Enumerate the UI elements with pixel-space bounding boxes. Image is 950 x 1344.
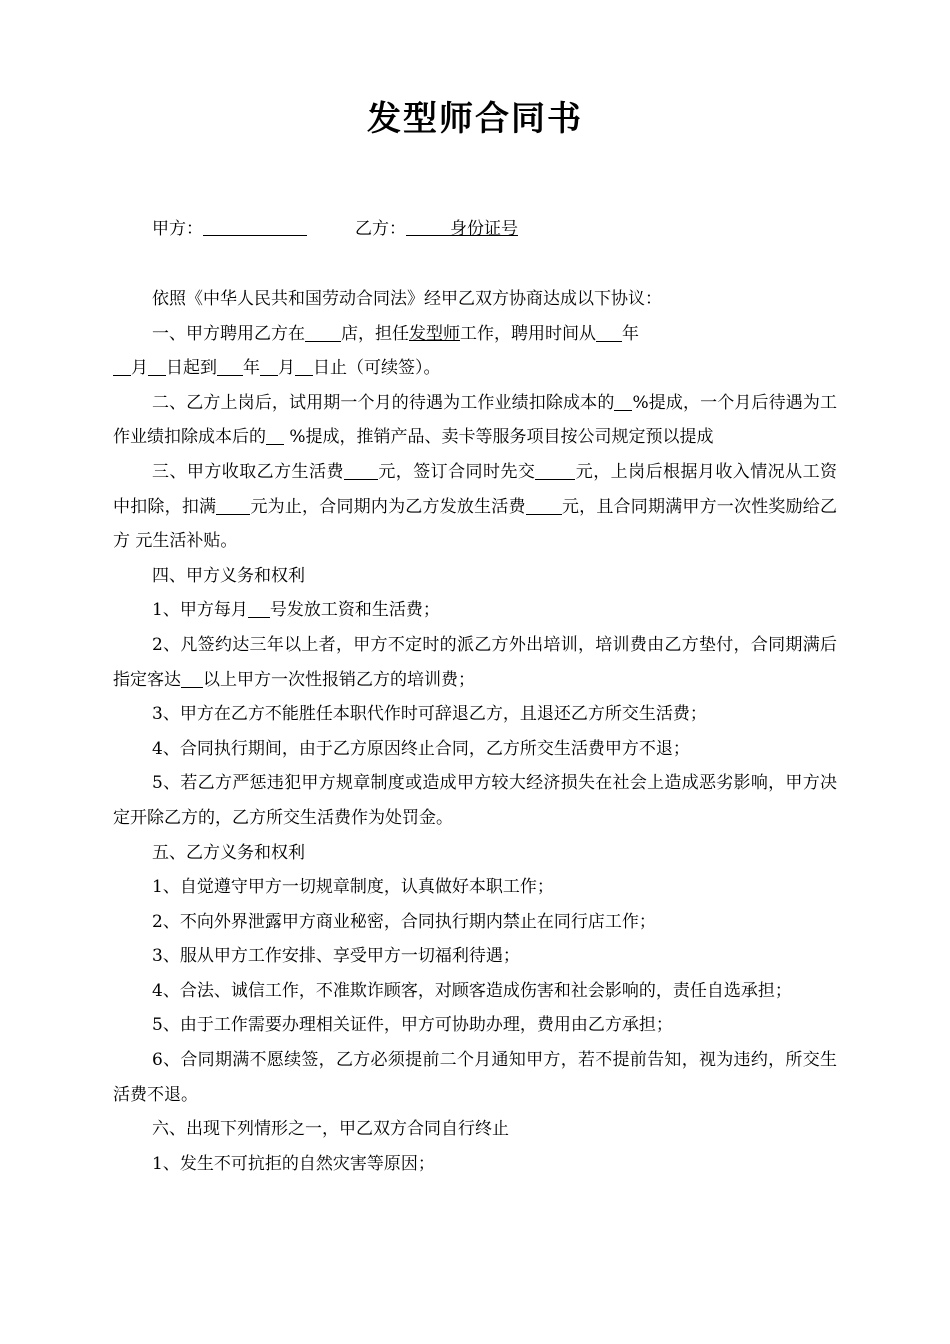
section-5-item-1: 1、自觉遵守甲方一切规章制度，认真做好本职工作； [152,877,554,898]
section-4-item-4: 4、合同执行期间，由于乙方原因终止合同，乙方所交生活费甲方不退； [152,738,690,759]
section-4-item-1: 1、甲方每月 号发放工资和生活费； [152,600,440,621]
section-5-item-4: 4、合法、诚信工作，不准欺诈顾客，对顾客造成伤害和社会影响的，责任自选承担； [152,980,792,1001]
intro-paragraph: 依照《中华人民共和国劳动合同法》经甲乙双方协商达成以下协议： [152,289,662,309]
section-5-item-5: 5、由于工作需要办理相关证件，甲方可协助办理，费用由乙方承担； [152,1015,673,1036]
party-b-label: 乙方： [355,219,406,239]
clause-1-cont: 月 日起到 年 月 日止（可续签）。 [113,351,837,386]
parties-line [152,214,518,244]
party-b-blank [406,215,450,236]
clause-3: 三、甲方收取乙方生活费 元，签订合同时先交 元，上岗后根据月收入情况从工资中扣除，扣满 元为止，合同期内为乙方发放生活费 元，且合同期满甲方一次性奖励给乙方 元生活补贴。 [113,461,838,552]
section-5-item-2: 2、不向外界泄露甲方商业秘密，合同执行期内禁止在同行店工作； [152,911,656,932]
party-a-blank [203,215,307,236]
section-4-item-2: 2、凡签约达三年以上者，甲方不定时的派乙方外出培训，培训费由乙方垫付，合同期满后指定客达 以上甲方一次性报销乙方的培训费； [113,634,837,690]
party-a-label: 甲方： [152,219,203,239]
section-5-item-6: 6、合同期满不愿续签，乙方必须提前二个月通知甲方，若不提前告知，视为违约，所交生活费不退。 [113,1050,837,1105]
section-6-heading: 六、出现下列情形之一，甲乙双方合同自行终止 [152,1119,509,1140]
section-6-item-1: 1、发生不可抗拒的自然灾害等原因； [152,1153,435,1174]
section-5-item-3: 3、服从甲方工作安排、享受甲方一切福利待遇； [152,946,520,967]
party-b-id: 身份证号 [450,219,518,239]
contract-body [113,282,837,1181]
section-4-item-3: 3、甲方在乙方不能胜任本职代作时可辞退乙方，且退还乙方所交生活费； [152,704,707,725]
clause-1: 一、甲方聘用乙方在 店，担任发型师工作，聘用时间从 年 [152,323,639,344]
section-5-heading: 五、乙方义务和权利 [152,842,305,863]
document-title: 发型师合同书 [367,99,583,139]
section-4-heading: 四、甲方义务和权利 [152,565,305,586]
section-4-item-5: 5、若乙方严惩违犯甲方规章制度或造成甲方较大经济损失在社会上造成恶劣影响，甲方决定开除乙方的，乙方所交生活费作为处罚金。 [113,773,837,828]
clause-2: 二、乙方上岗后，试用期一个月的待遇为工作业绩扣除成本的 %提成，一个月后待遇为工作业绩扣除成本后的 %提成，推销产品、卖卡等服务项目按公司规定预以提成 [113,392,838,448]
